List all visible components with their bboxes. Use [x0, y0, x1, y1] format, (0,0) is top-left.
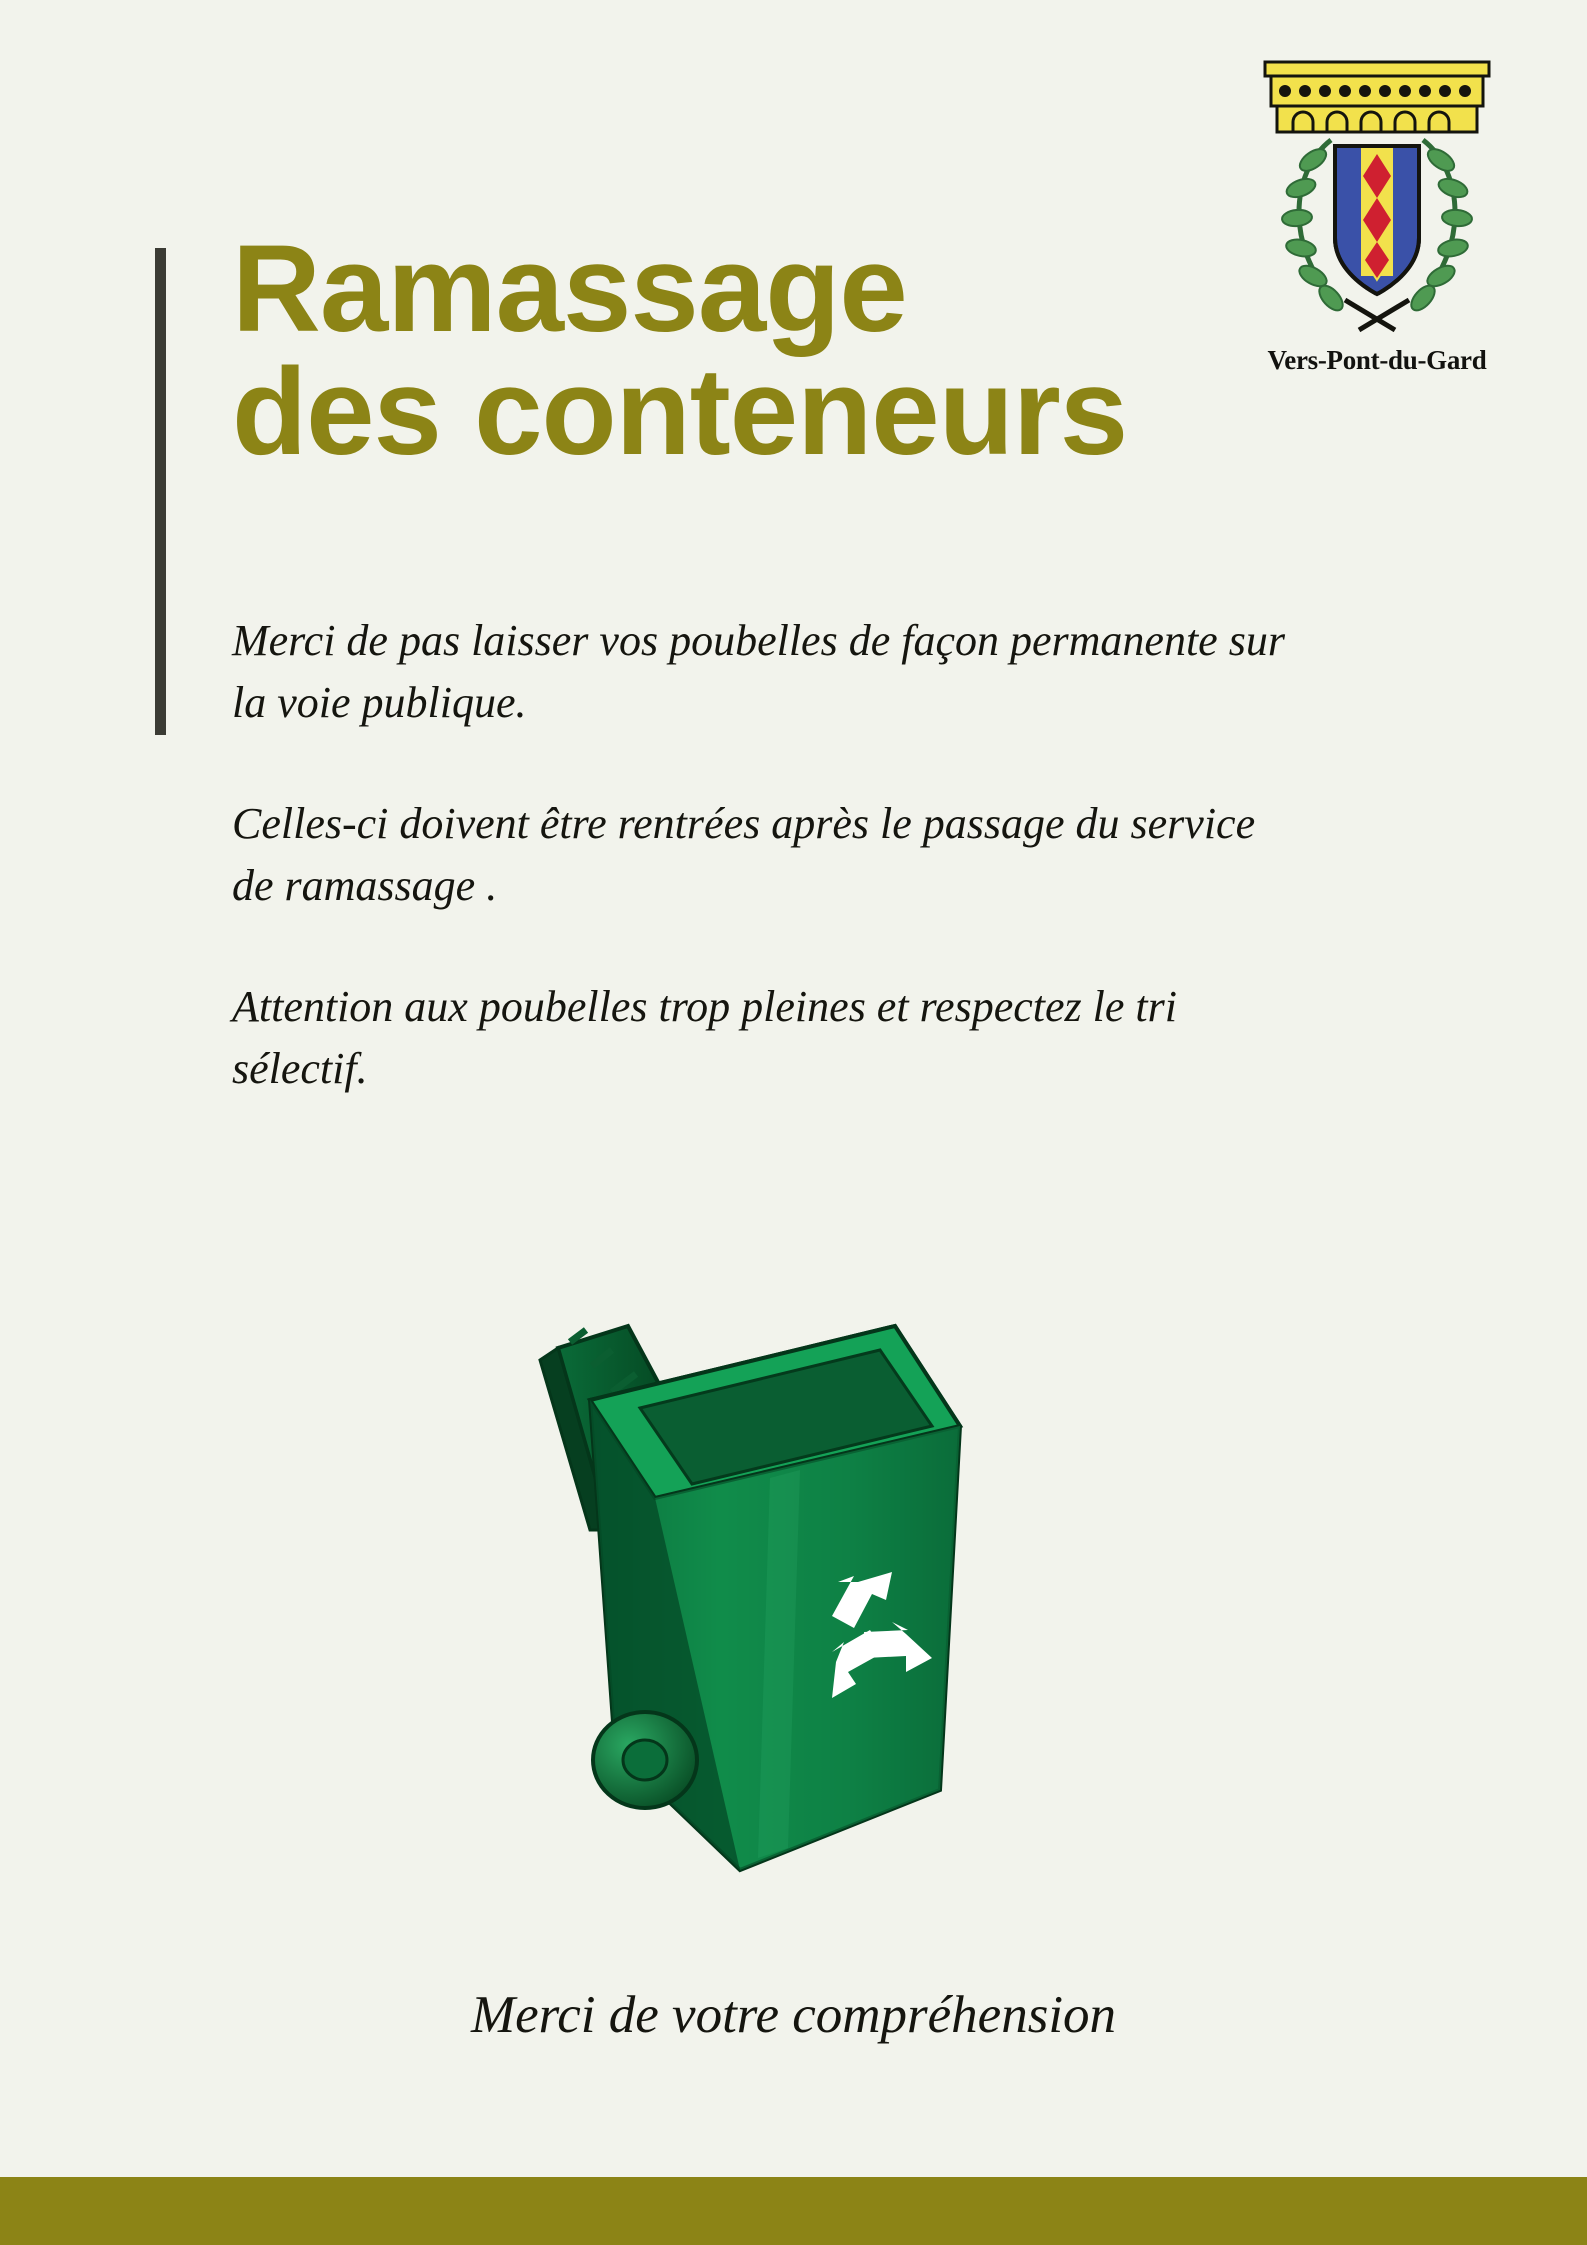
wheelie-bin-illustration	[440, 1230, 1060, 1920]
paragraph-2: Celles-ci doivent être rentrées après le passage du service de ramassage .	[232, 798, 1256, 911]
paragraph-3: Attention aux poubelles trop pleines et respectez le tri sélectif.	[232, 981, 1177, 1094]
title-accent-rule	[155, 248, 166, 735]
page-title	[232, 221, 1352, 481]
closing-line: Merci de votre compréhension	[470, 1986, 1117, 2044]
crest-town-label: Vers-Pont-du-Gard	[1267, 345, 1487, 375]
page-title-line-2: des conteneurs	[232, 344, 1128, 481]
footer-bar	[0, 2177, 1587, 2245]
page-title-line-1: Ramassage	[232, 221, 907, 358]
paragraph-1: Merci de pas laisser vos poubelles de façon permanente sur la voie publique.	[232, 616, 1285, 728]
body-text	[232, 610, 1292, 1101]
bin-wheel	[593, 1712, 697, 1808]
green-wheelie-bin-icon	[440, 1230, 1060, 1920]
footer-bar-fill	[0, 2177, 1587, 2245]
